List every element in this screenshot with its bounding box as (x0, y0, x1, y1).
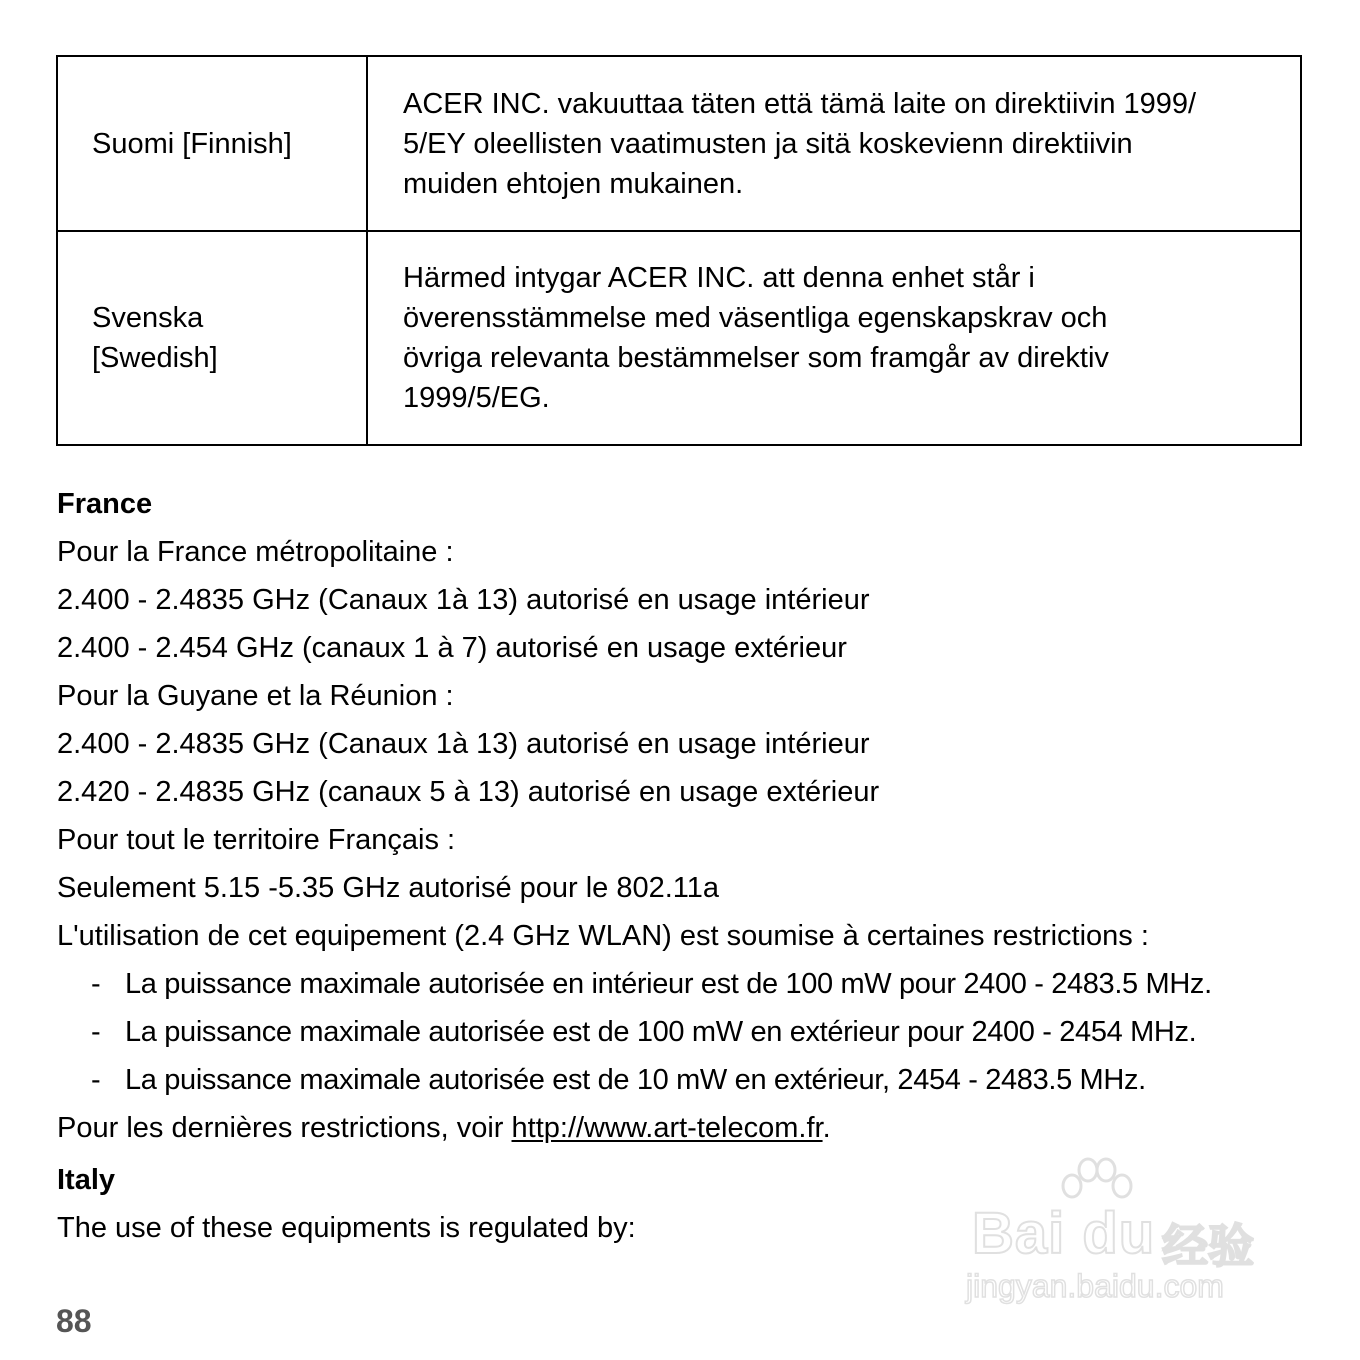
paragraph-line: Pour tout le territoire Français : (57, 824, 456, 856)
page-number: 88 (56, 1303, 92, 1339)
paragraph-line: Pour la France métropolitaine : (57, 536, 454, 568)
paragraph-line: 2.420 - 2.4835 GHz (canaux 5 à 13) autorisé en usage extérieur (57, 776, 880, 808)
bullet-dash: - (91, 1064, 101, 1096)
paragraph-line: 2.400 - 2.4835 GHz (Canaux 1à 13) autorisé en usage intérieur (57, 584, 870, 616)
paragraph-line: 2.400 - 2.454 GHz (canaux 1 à 7) autorisé en usage extérieur (57, 632, 847, 664)
bullet-text: La puissance maximale autorisée est de 100 mW en extérieur pour 2400 - 2454 MHz. (125, 1016, 1197, 1048)
france-section (57, 480, 1337, 1252)
baidu-watermark (962, 1160, 1282, 1310)
watermark-brand: Bai du (972, 1201, 1156, 1266)
bullet-item (57, 960, 1337, 1008)
restrictions-prefix: Pour les dernières restrictions, voir (57, 1112, 504, 1144)
table-row-swedish (57, 231, 1301, 445)
language-label: Svenska (92, 302, 204, 334)
declaration-table (56, 55, 1302, 446)
section-heading-france: France (57, 488, 153, 520)
watermark-url: jingyan.baidu.com (966, 1268, 1224, 1304)
declaration-line: Härmed intygar ACER INC. att denna enhet står i (403, 262, 1035, 294)
declaration-line: 1999/5/EG. (403, 382, 550, 414)
bullet-item (57, 1056, 1337, 1104)
declaration-line: övriga relevanta bestämmelser som framgår av direktiv (403, 342, 1109, 374)
bullet-dash: - (91, 1016, 101, 1048)
language-label: Suomi [Finnish] (92, 127, 292, 160)
declaration-line: muiden ehtojen mukainen. (403, 167, 744, 200)
declaration-line: överensstämmelse med väsentliga egenskapskrav och (403, 302, 1108, 334)
restrictions-suffix: . (822, 1112, 831, 1144)
language-cell (57, 56, 367, 231)
table-row-finnish (57, 56, 1301, 231)
watermark-chinese: 经验 (1162, 1220, 1254, 1272)
bullet-item (57, 1008, 1337, 1056)
paragraph-line: 2.400 - 2.4835 GHz (Canaux 1à 13) autorisé en usage intérieur (57, 728, 870, 760)
paragraph-line: L'utilisation de cet equipement (2.4 GHz WLAN) est soumise à certaines restrictions : (57, 920, 1149, 952)
bullet-dash: - (91, 968, 101, 1000)
language-cell (57, 231, 367, 445)
bullet-text: La puissance maximale autorisée en intérieur est de 100 mW pour 2400 - 2483.5 MHz. (125, 968, 1212, 1000)
declaration-text-cell (367, 56, 1301, 231)
paragraph-line: Pour la Guyane et la Réunion : (57, 680, 454, 712)
paragraph-line: The use of these equipments is regulated by: (57, 1212, 636, 1244)
declaration-line: 5/EY oleellisten vaatimusten ja sitä koskevienn direktiivin (403, 127, 1133, 160)
declaration-line: ACER INC. vakuuttaa täten että tämä laite on direktiivin 1999/ (403, 87, 1197, 120)
section-heading-italy: Italy (57, 1164, 116, 1196)
art-telecom-link[interactable]: http://www.art-telecom.fr (511, 1112, 823, 1144)
paragraph-line: Seulement 5.15 -5.35 GHz autorisé pour le 802.11a (57, 872, 720, 904)
bullet-text: La puissance maximale autorisée est de 10 mW en extérieur, 2454 - 2483.5 MHz. (125, 1064, 1146, 1096)
declaration-text-cell (367, 231, 1301, 445)
restrictions-line (57, 1104, 1337, 1152)
language-label: [Swedish] (92, 342, 218, 374)
